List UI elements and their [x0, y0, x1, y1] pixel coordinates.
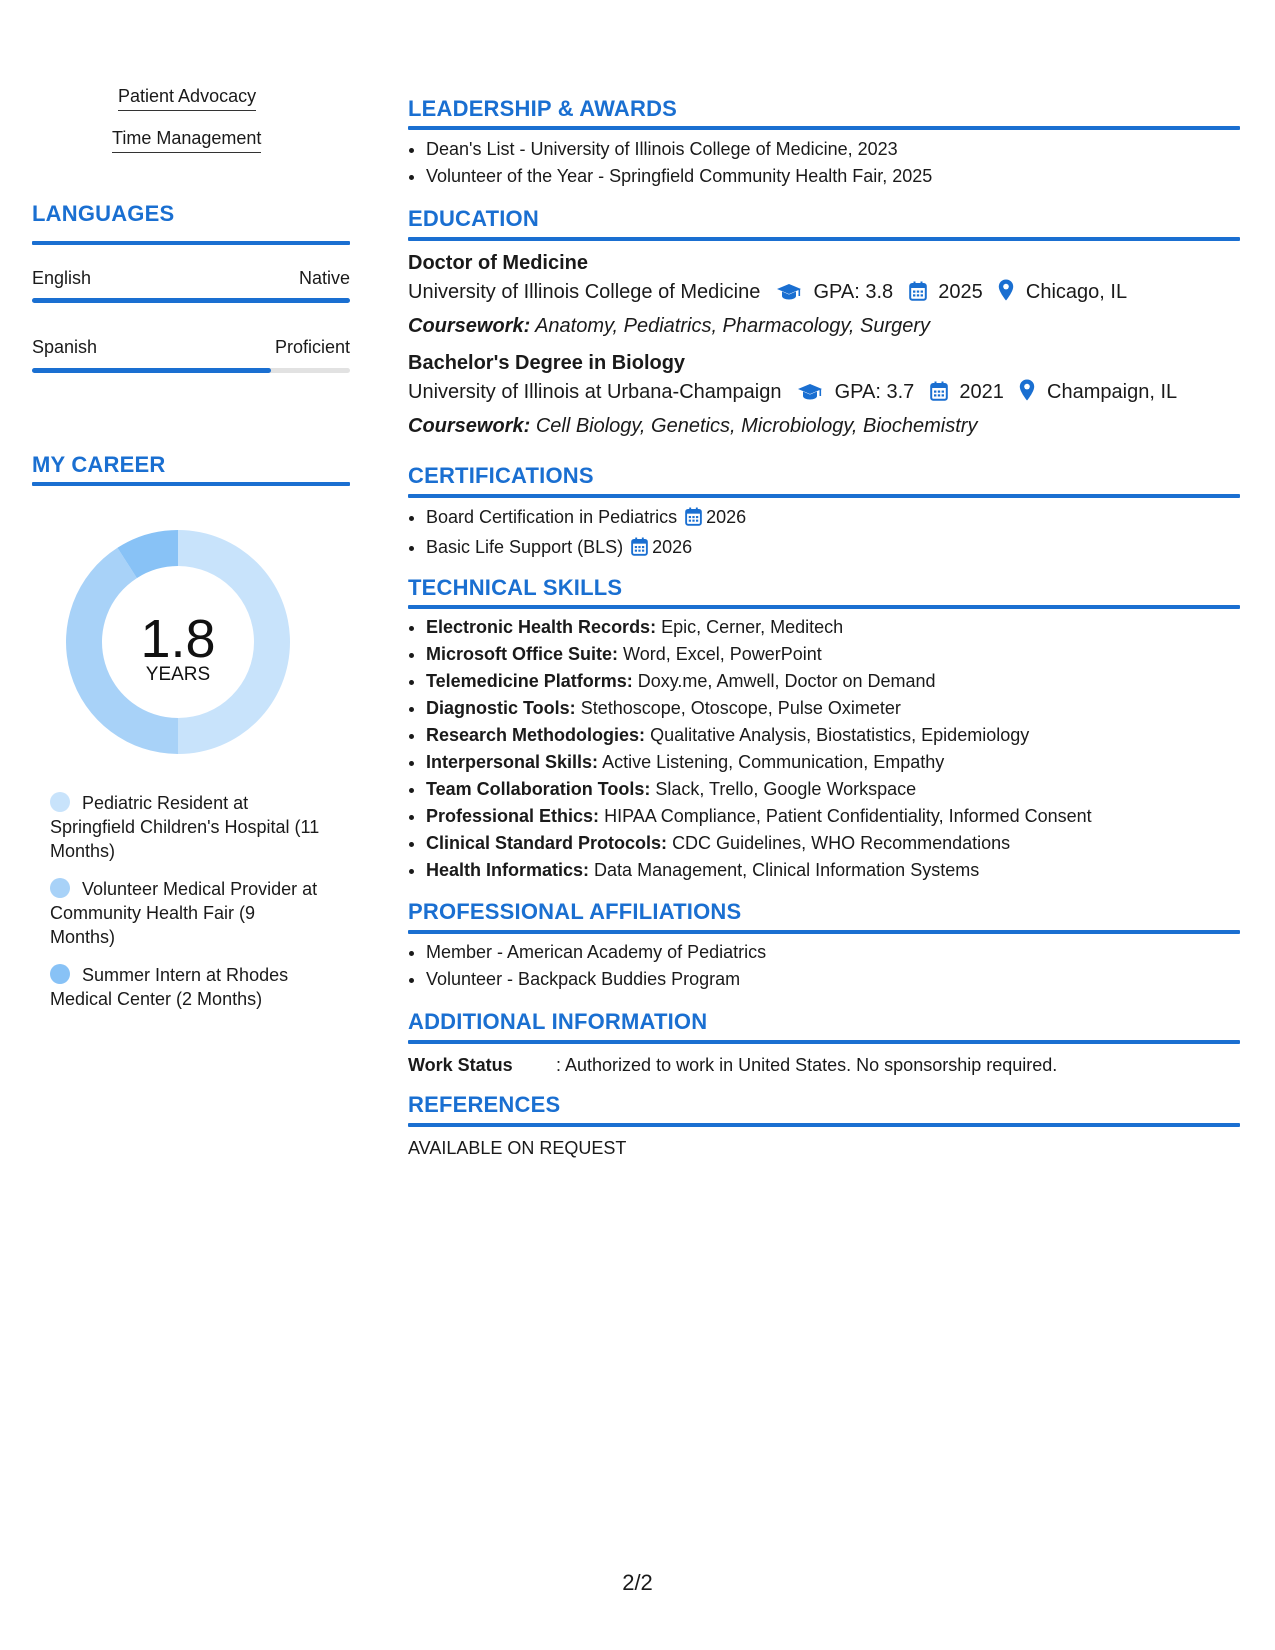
skill-values: Qualitative Analysis, Biostatistics, Epidemiology	[650, 725, 1030, 745]
skill-category: Health Informatics:	[426, 860, 590, 880]
skill-values: Data Management, Clinical Information Systems	[594, 860, 980, 880]
graduation-year: 2021	[959, 381, 1004, 403]
list-item: • Volunteer - Backpack Buddies Program	[426, 966, 1246, 993]
leadership-heading: LEADERSHIP & AWARDS	[408, 96, 678, 121]
technical-skills-list	[408, 614, 1246, 884]
skill-category: Diagnostic Tools:	[426, 698, 576, 718]
references-text: AVAILABLE ON REQUEST	[408, 1138, 627, 1158]
skill-values: Doxy.me, Amwell, Doctor on Demand	[637, 671, 936, 691]
list-item	[426, 776, 1246, 803]
education-details	[408, 377, 1240, 411]
affiliations-divider	[408, 930, 1240, 934]
skill-category: Interpersonal Skills:	[426, 752, 599, 772]
skill-category: Research Methodologies:	[426, 725, 646, 745]
skill-category: Electronic Health Records:	[426, 617, 657, 637]
legend-dot	[50, 964, 70, 984]
list-item	[426, 749, 1246, 776]
language-name: English	[32, 268, 92, 288]
skill-patient-advocacy: Patient Advocacy	[118, 86, 256, 111]
skill-values: HIPAA Compliance, Patient Confidentiality, Informed Consent	[604, 806, 1092, 826]
skill-values: Slack, Trello, Google Workspace	[655, 779, 917, 799]
technical-skills-heading: TECHNICAL SKILLS	[408, 575, 623, 600]
skill-values: Stethoscope, Otoscope, Pulse Oximeter	[580, 698, 901, 718]
coursework-label: Coursework:	[408, 315, 531, 337]
gpa: GPA: 3.8	[813, 281, 894, 303]
leadership-divider	[408, 126, 1240, 130]
work-status-label: Work Status	[408, 1055, 513, 1075]
page-number: 2/2	[622, 1570, 653, 1595]
list-item	[426, 534, 1246, 564]
calendar-icon	[909, 280, 927, 311]
list-item	[426, 668, 1246, 695]
degree-title: Bachelor's Degree in Biology	[408, 352, 686, 374]
skill-category: Telemedicine Platforms:	[426, 671, 633, 691]
career-legend-item	[50, 963, 320, 1011]
coursework-label: Coursework:	[408, 415, 531, 437]
school-location: Champaign, IL	[1047, 381, 1178, 403]
list-item	[426, 504, 1246, 534]
career-donut-chart	[66, 530, 290, 754]
career-legend-label: Pediatric Resident at Springfield Children's Hospital (11 Months)	[50, 793, 320, 861]
list-item	[426, 857, 1246, 884]
school-name: University of Illinois at Urbana-Champaign	[408, 381, 782, 403]
career-heading: MY CAREER	[32, 452, 166, 477]
skill-values: Word, Excel, PowerPoint	[623, 644, 822, 664]
certifications-heading: CERTIFICATIONS	[408, 463, 594, 488]
references-divider	[408, 1123, 1240, 1127]
coursework-list: Cell Biology, Genetics, Microbiology, Biochemistry	[535, 415, 978, 437]
education-divider	[408, 237, 1240, 241]
career-legend-label: Summer Intern at Rhodes Medical Center (2 Months)	[50, 965, 289, 1009]
list-item	[426, 722, 1246, 749]
school-name: University of Illinois College of Medicine	[408, 281, 761, 303]
career-legend-label: Volunteer Medical Provider at Community Health Fair (9 Months)	[50, 879, 318, 947]
certifications-list	[408, 504, 1246, 564]
career-total-unit: YEARS	[145, 664, 211, 685]
skill-category: Microsoft Office Suite:	[426, 644, 619, 664]
cert-year: 2026	[652, 537, 693, 557]
list-item: • Dean's List - University of Illinois College of Medicine, 2023	[426, 136, 1246, 163]
additional-info-heading: ADDITIONAL INFORMATION	[408, 1009, 708, 1034]
list-item	[426, 830, 1246, 857]
language-level: Proficient	[274, 337, 350, 357]
list-item	[426, 641, 1246, 668]
education-details	[408, 277, 1240, 311]
skill-values: Epic, Cerner, Meditech	[661, 617, 844, 637]
legend-dot	[50, 792, 70, 812]
calendar-icon	[631, 537, 648, 564]
skill-category: Professional Ethics:	[426, 806, 600, 826]
coursework	[408, 311, 1240, 341]
school-location: Chicago, IL	[1025, 281, 1128, 303]
references-heading: REFERENCES	[408, 1092, 561, 1117]
language-level: Native	[298, 268, 350, 288]
language-bar-english	[32, 298, 350, 303]
additional-info-divider	[408, 1040, 1240, 1044]
list-item: • Volunteer of the Year - Springfield Community Health Fair, 2025	[426, 163, 1246, 190]
affiliations-heading: PROFESSIONAL AFFILIATIONS	[408, 899, 742, 924]
cert-name: Basic Life Support (BLS)	[426, 537, 624, 557]
career-legend-item	[50, 877, 320, 949]
coursework-list: Anatomy, Pediatrics, Pharmacology, Surgery	[535, 315, 931, 337]
skill-category: Team Collaboration Tools:	[426, 779, 651, 799]
calendar-icon	[685, 507, 702, 534]
graduation-cap-icon	[776, 280, 802, 311]
certifications-divider	[408, 494, 1240, 498]
skill-values: CDC Guidelines, WHO Recommendations	[672, 833, 1011, 853]
graduation-cap-icon	[797, 380, 823, 411]
gpa: GPA: 3.7	[834, 381, 915, 403]
work-status-row	[408, 1055, 1240, 1076]
list-item	[426, 803, 1246, 830]
cert-year: 2026	[706, 507, 747, 527]
list-item: • Member - American Academy of Pediatrics	[426, 939, 1246, 966]
language-bar-spanish	[32, 368, 350, 373]
language-name: Spanish	[32, 337, 98, 357]
language-bar-fill	[32, 368, 271, 373]
affiliations-list	[408, 939, 1246, 993]
career-total-value: 1.8	[140, 609, 216, 669]
career-legend-item	[50, 791, 320, 863]
education-heading: EDUCATION	[408, 206, 539, 231]
graduation-year: 2025	[938, 281, 983, 303]
location-pin-icon	[1019, 379, 1035, 411]
education-entry-md	[408, 249, 1240, 341]
languages-heading: LANGUAGES	[32, 201, 175, 226]
language-bar-fill	[32, 298, 350, 303]
skill-category: Clinical Standard Protocols:	[426, 833, 668, 853]
calendar-icon	[930, 380, 948, 411]
skill-time-management: Time Management	[112, 128, 261, 153]
cert-name: Board Certification in Pediatrics	[426, 507, 678, 527]
languages-divider	[32, 241, 350, 245]
list-item	[426, 695, 1246, 722]
work-status-value: : Authorized to work in United States. No sponsorship required.	[556, 1055, 1058, 1075]
leadership-list	[408, 136, 1246, 190]
location-pin-icon	[998, 279, 1014, 311]
career-divider	[32, 482, 350, 486]
education-entry-bs	[408, 349, 1240, 441]
skill-values: Active Listening, Communication, Empathy	[602, 752, 945, 772]
degree-title: Doctor of Medicine	[408, 252, 589, 274]
legend-dot	[50, 878, 70, 898]
technical-skills-divider	[408, 605, 1240, 609]
coursework	[408, 411, 1240, 441]
list-item	[426, 614, 1246, 641]
